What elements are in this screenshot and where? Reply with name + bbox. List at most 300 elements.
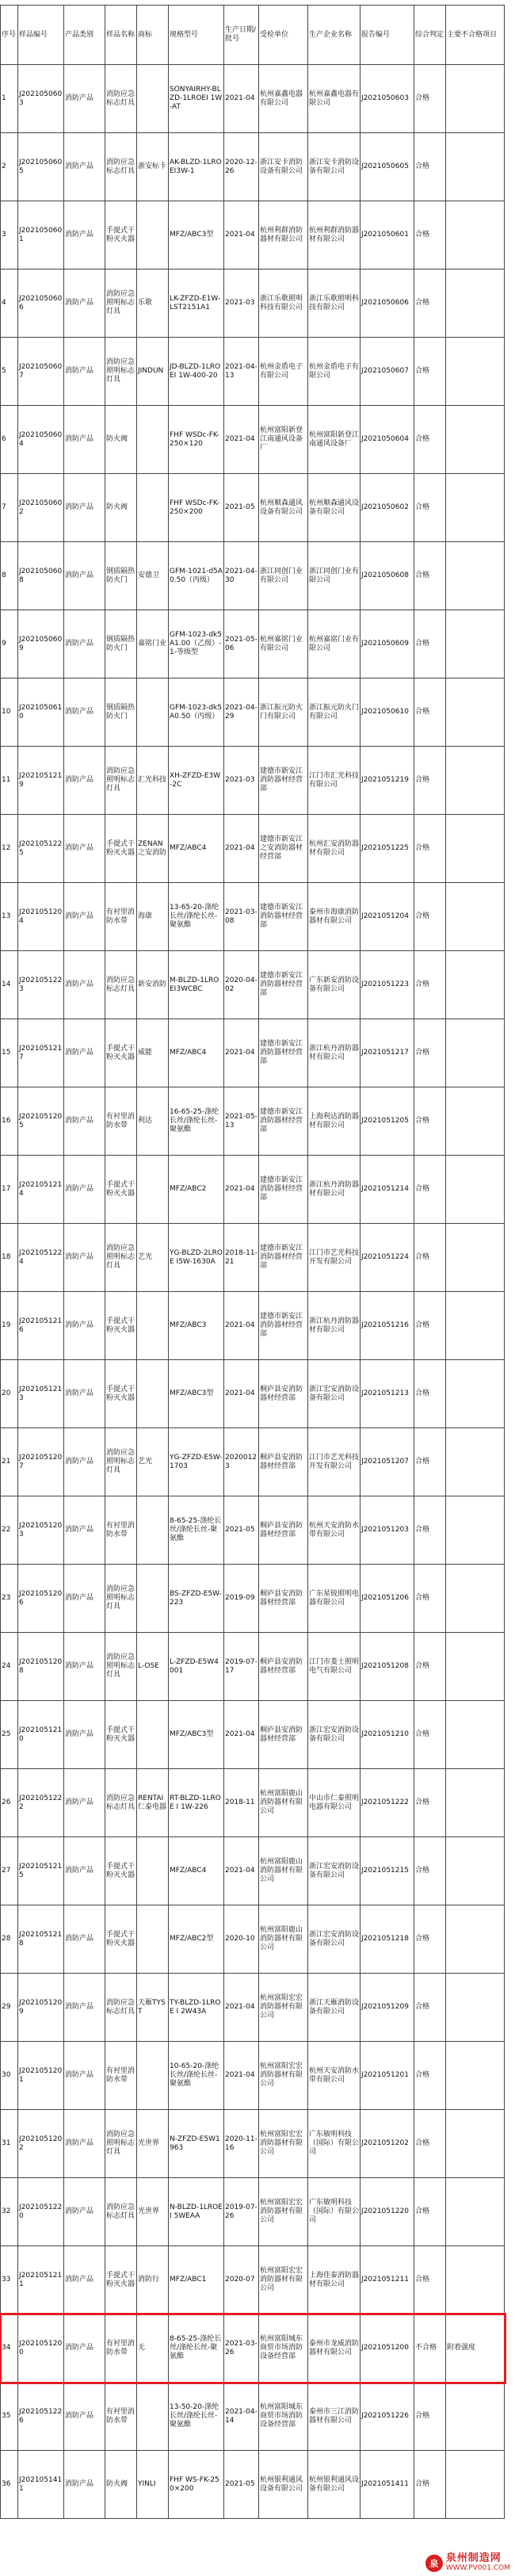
cell-result: 合格 [414,1019,446,1087]
cell-manufacturer: 广东新安消防设备有限公司 [308,951,360,1019]
cell-result: 合格 [414,133,446,201]
cell-brand: 乐歌 [137,269,169,338]
column-header: 序号 [1,6,18,65]
cell-model: FHF WSDc-FK-250×200 [169,474,224,542]
cell-report-no: J2021051222 [360,1769,414,1837]
cell-index: 13 [1,883,18,951]
column-header: 样品编号 [18,6,64,65]
cell-result: 合格 [414,1496,446,1565]
cell-sample-id: J2021051219 [18,747,64,815]
cell-brand: 光世界 [137,2178,169,2246]
cell-production-date: 2021-05 [224,1496,259,1565]
cell-report-no: J2021051218 [360,1905,414,1974]
column-header: 样品名称 [105,6,137,65]
cell-result: 合格 [414,1701,446,1769]
table-row [1,2042,505,2110]
cell-brand: YINLI [137,2451,169,2519]
cell-manufacturer: 杭州天安消防水带有限公司 [308,2042,360,2110]
cell-manufacturer: 广东敏明科技（国际）有限公司 [308,2178,360,2246]
table-row [1,1156,505,1224]
cell-brand [137,65,169,133]
cell-inspected-unit: 桐庐县安消防器材经营部 [259,1701,308,1769]
cell-defect [446,815,505,883]
cell-report-no: J2021051201 [360,2042,414,2110]
cell-index: 4 [1,269,18,338]
cell-product-name: 手提式干粉灭火器 [105,815,137,883]
cell-model: 8-65-25-涤纶长丝/涤纶长丝-聚氨酯 [169,2314,224,2383]
cell-production-date: 2020-10 [224,1905,259,1974]
cell-product-name: 手提式干粉灭火器 [105,1292,137,1360]
cell-production-date: 2021-04-14 [224,2383,259,2451]
cell-manufacturer: 浙江天雁消防设备有限公司 [308,1974,360,2042]
cell-product-name: 手提式干粉灭火器 [105,1360,137,1428]
table-row [1,1360,505,1428]
cell-report-no: J2021051206 [360,1565,414,1633]
cell-inspected-unit: 桐庐县安消防器材经营部 [259,1428,308,1496]
cell-category: 消防产品 [64,269,105,338]
table-row [1,1769,505,1837]
cell-model: YG-BLZD-2LROE I5W-1630A [169,1224,224,1292]
cell-index: 31 [1,2110,18,2178]
cell-inspected-unit: 建德市新安江消防器材经营部 [259,1156,308,1224]
cell-product-name: 防火阀 [105,474,137,542]
cell-result: 合格 [414,269,446,338]
cell-manufacturer: 浙江杭丹消防器材有限公司 [308,1292,360,1360]
cell-manufacturer: 上海佳泰消防器材有限公司 [308,2246,360,2314]
cell-index: 19 [1,1292,18,1360]
cell-manufacturer: 江门市菱士照明电气有限公司 [308,1633,360,1701]
cell-product-name: 防火阀 [105,406,137,474]
cell-category: 消防产品 [64,406,105,474]
cell-index: 34 [1,2314,18,2383]
cell-manufacturer: 中山市仁泰照明电器有限公司 [308,1769,360,1837]
cell-model: N-ZFZD-E5W1963 [169,2110,224,2178]
cell-category: 消防产品 [64,542,105,610]
cell-index: 17 [1,1156,18,1224]
cell-result: 不合格 [414,2314,446,2383]
cell-model: 10-65-20-涤纶长丝/涤纶长丝-聚氨酯 [169,2042,224,2110]
cell-product-name: 消防应急标志灯具 [105,2178,137,2246]
cell-production-date: 2021-03 [224,269,259,338]
cell-defect [446,338,505,406]
cell-inspected-unit: 杭州富阳新登江南通风设备厂 [259,406,308,474]
cell-report-no: J2021051202 [360,2110,414,2178]
cell-sample-id: J2021050608 [18,542,64,610]
cell-brand: L-OSE [137,1633,169,1701]
cell-result: 合格 [414,1769,446,1837]
cell-product-name: 消防应急照明标志灯具 [105,747,137,815]
cell-production-date: 2020-12-26 [224,133,259,201]
cell-report-no: J2021050602 [360,474,414,542]
table-row [1,406,505,474]
cell-manufacturer: 广东星锐照明电器有限公司 [308,1565,360,1633]
column-header: 综合判定 [414,6,446,65]
cell-defect: 附着强度 [446,2314,505,2383]
cell-production-date: 2021-04 [224,2042,259,2110]
cell-model: MFZ/ABC4 [169,1837,224,1905]
cell-inspected-unit: 建德市新安江之安消防器材经营部 [259,815,308,883]
cell-manufacturer: 杭州汇安消防器材有限公司 [308,815,360,883]
cell-report-no: J2021051226 [360,2383,414,2451]
cell-model: AK-BLZD-1LROEI3W-1 [169,133,224,201]
cell-production-date: 2020-07 [224,2246,259,2314]
cell-model: GFM-1021-d5A0.50（丙级） [169,542,224,610]
cell-sample-id: J2021051204 [18,883,64,951]
cell-result: 合格 [414,1087,446,1156]
watermark-site-name: 泉州制造网 [445,2552,502,2564]
cell-category: 消防产品 [64,951,105,1019]
cell-inspected-unit: 浙江振元防火门有限公司 [259,678,308,747]
cell-sample-id: J2021051207 [18,1428,64,1496]
cell-report-no: J2021051213 [360,1360,414,1428]
cell-manufacturer: 浙江宏安消防设备有限公司 [308,1360,360,1428]
cell-production-date: 20200123 [224,1428,259,1496]
cell-production-date: 2021-04-29 [224,678,259,747]
table-row [1,2383,505,2451]
cell-defect [446,1496,505,1565]
cell-inspected-unit: 建德市新安江消防器材经营部 [259,1292,308,1360]
cell-report-no: J2021050601 [360,201,414,269]
cell-index: 28 [1,1905,18,1974]
cell-category: 消防产品 [64,1496,105,1565]
cell-product-name: 手提式干粉灭火器 [105,2246,137,2314]
cell-sample-id: J2021051216 [18,1292,64,1360]
cell-product-name: 消防应急标志灯具 [105,133,137,201]
cell-inspected-unit: 浙江安卡消防设备有限公司 [259,133,308,201]
cell-result: 合格 [414,1292,446,1360]
cell-product-name: 消防应急照明标志灯具 [105,1633,137,1701]
cell-sample-id: J2021051217 [18,1019,64,1087]
cell-production-date: 2021-04 [224,1701,259,1769]
cell-manufacturer: 杭州顺森通风设备有限公司 [308,474,360,542]
cell-manufacturer: 江门市艺光科技开发有限公司 [308,1224,360,1292]
cell-category: 消防产品 [64,2178,105,2246]
cell-category: 消防产品 [64,610,105,678]
cell-index: 29 [1,1974,18,2042]
cell-result: 合格 [414,2178,446,2246]
cell-brand: 新安消防 [137,951,169,1019]
cell-product-name: 消防应急标志灯具 [105,951,137,1019]
cell-category: 消防产品 [64,1019,105,1087]
cell-index: 6 [1,406,18,474]
cell-sample-id: J2021051218 [18,1905,64,1974]
table-row [1,2178,505,2246]
watermark-site-url: WWW.PV001.COM [445,2564,510,2572]
cell-inspected-unit: 杭州富阳鹿山消防器材有限公司 [259,1769,308,1837]
cell-report-no: J2021051208 [360,1633,414,1701]
cell-product-name: 有衬里消防水带 [105,2383,137,2451]
cell-production-date: 2021-04 [224,201,259,269]
cell-brand: 艺光 [137,1428,169,1496]
cell-defect [446,678,505,747]
cell-result: 合格 [414,1905,446,1974]
cell-result: 合格 [414,474,446,542]
table-row [1,1633,505,1701]
cell-model: MFZ/ABC1 [169,2246,224,2314]
cell-result: 合格 [414,2246,446,2314]
cell-index: 23 [1,1565,18,1633]
table-row [1,1565,505,1633]
cell-report-no: J2021050608 [360,542,414,610]
cell-index: 11 [1,747,18,815]
cell-category: 消防产品 [64,2042,105,2110]
cell-brand [137,201,169,269]
cell-inspected-unit: 杭州富阳城东商贸市场消防设备经营部 [259,2383,308,2451]
cell-index: 21 [1,1428,18,1496]
cell-category: 消防产品 [64,815,105,883]
cell-inspected-unit: 浙江同创门业有限公司 [259,542,308,610]
cell-product-name: 消防应急照明标志灯具 [105,269,137,338]
cell-manufacturer: 浙江杭丹消防器材有限公司 [308,1019,360,1087]
cell-report-no: J2021050603 [360,65,414,133]
cell-product-name: 手提式干粉灭火器 [105,1905,137,1974]
cell-product-name: 有衬里消防水带 [105,2042,137,2110]
cell-report-no: J2021051219 [360,747,414,815]
cell-category: 消防产品 [64,678,105,747]
cell-product-name: 有衬里消防水带 [105,1496,137,1565]
cell-category: 消防产品 [64,1974,105,2042]
cell-inspected-unit: 杭州富阳宏宏消防器材有限公司 [259,2246,308,2314]
table-row [1,1428,505,1496]
cell-manufacturer: 泰州市海康消防器材有限公司 [308,883,360,951]
cell-defect [446,1701,505,1769]
cell-inspected-unit: 杭州富阳宏宏消防器材有限公司 [259,1974,308,2042]
cell-production-date: 2020-04-02 [224,951,259,1019]
cell-model: SONYAIRHY-BLZD-1LROEI 1W-AT [169,65,224,133]
cell-sample-id: J2021050605 [18,133,64,201]
cell-result: 合格 [414,1837,446,1905]
cell-model: 8-65-25-涤纶长丝/涤纶长丝-聚氨酯 [169,1496,224,1565]
cell-defect [446,1224,505,1292]
cell-defect [446,610,505,678]
table-row [1,474,505,542]
cell-brand: JINDUN [137,338,169,406]
cell-category: 消防产品 [64,2451,105,2519]
table-row [1,269,505,338]
table-row [1,1087,505,1156]
cell-inspected-unit: 建德市新安江消防器材经营部 [259,1019,308,1087]
cell-product-name: 消防应急照明标志灯具 [105,1428,137,1496]
cell-model: 13-50-20-涤纶长丝/涤纶长丝-聚氨酯 [169,2383,224,2451]
cell-production-date: 2021-04 [224,1974,259,2042]
table-row [1,1019,505,1087]
table-row [1,542,505,610]
cell-model: L-ZFZD-E5W4001 [169,1633,224,1701]
cell-report-no: J2021051216 [360,1292,414,1360]
column-header: 商标 [137,6,169,65]
cell-index: 22 [1,1496,18,1565]
cell-sample-id: J2021051222 [18,1769,64,1837]
cell-production-date: 2021-04 [224,815,259,883]
cell-report-no: J2021051223 [360,951,414,1019]
cell-report-no: J2021051210 [360,1701,414,1769]
cell-report-no: J2021051204 [360,883,414,951]
column-header: 报告编号 [360,6,414,65]
cell-result: 合格 [414,2042,446,2110]
cell-result: 合格 [414,610,446,678]
cell-defect [446,1565,505,1633]
cell-category: 消防产品 [64,747,105,815]
cell-manufacturer: 杭州利群消防器材有限公司 [308,201,360,269]
cell-defect [446,1292,505,1360]
cell-model: BS-ZFZD-E5W-223 [169,1565,224,1633]
cell-category: 消防产品 [64,1087,105,1156]
cell-result: 合格 [414,1565,446,1633]
cell-report-no: J2021050606 [360,269,414,338]
cell-sample-id: J2021051215 [18,1837,64,1905]
cell-result: 合格 [414,1156,446,1224]
cell-brand: 消防行 [137,2246,169,2314]
cell-inspected-unit: 建德市新安江消防器材经营部 [259,747,308,815]
cell-inspected-unit: 杭州顺森通风设备有限公司 [259,474,308,542]
table-row [1,1837,505,1905]
cell-report-no: J2021050604 [360,406,414,474]
cell-brand [137,1360,169,1428]
cell-brand [137,1701,169,1769]
cell-defect [446,883,505,951]
cell-product-name: 有衬里消防水带 [105,1087,137,1156]
cell-manufacturer: 浙江杭丹消防器材有限公司 [308,1156,360,1224]
cell-manufacturer: 浙江振元防火门有限公司 [308,678,360,747]
cell-inspected-unit: 桐庐县安消防器材经营部 [259,1633,308,1701]
cell-defect [446,2178,505,2246]
cell-index: 9 [1,610,18,678]
cell-category: 消防产品 [64,2110,105,2178]
cell-report-no: J2021051200 [360,2314,414,2383]
cell-result: 合格 [414,406,446,474]
cell-defect [446,542,505,610]
cell-production-date: 2021-05 [224,2451,259,2519]
table-row [1,883,505,951]
cell-model: MFZ/ABC3型 [169,1360,224,1428]
cell-product-name: 有衬里消防水带 [105,883,137,951]
cell-inspected-unit: 杭州富阳鹿山消防器材有限公司 [259,1905,308,1974]
cell-inspected-unit: 杭州富阳鹿山消防器材有限公司 [259,1837,308,1905]
cell-model: MFZ/ABC3 [169,1292,224,1360]
cell-brand [137,1496,169,1565]
table-row [1,65,505,133]
cell-sample-id: J2021051208 [18,1633,64,1701]
cell-brand: 艺光 [137,1224,169,1292]
cell-sample-id: J2021050602 [18,474,64,542]
cell-category: 消防产品 [64,1428,105,1496]
cell-model: RT-BLZD-1LROE I 1W-226 [169,1769,224,1837]
cell-sample-id: J2021050601 [18,201,64,269]
column-header: 生产企业名称 [308,6,360,65]
cell-index: 25 [1,1701,18,1769]
cell-product-name: 钢质隔热防火门 [105,610,137,678]
cell-product-name: 消防应急标志灯具 [105,1769,137,1837]
cell-result: 合格 [414,1974,446,2042]
cell-production-date: 2021-04 [224,1019,259,1087]
cell-defect [446,269,505,338]
site-watermark [425,2554,510,2573]
cell-inspected-unit: 杭州富阳宏宏消防器材有限公司 [259,2042,308,2110]
cell-index: 33 [1,2246,18,2314]
table-row [1,1701,505,1769]
cell-report-no: J2021051214 [360,1156,414,1224]
cell-brand [137,1905,169,1974]
cell-product-name: 消防应急标志灯具 [105,65,137,133]
cell-defect [446,201,505,269]
table-row [1,201,505,269]
cell-brand: 光世界 [137,2110,169,2178]
column-header: 受检单位 [259,6,308,65]
cell-sample-id: J2021051200 [18,2314,64,2383]
cell-category: 消防产品 [64,1769,105,1837]
cell-inspected-unit: 建德市新安江消防器材经营部 [259,883,308,951]
cell-model: MFZ/ABC3型 [169,201,224,269]
cell-index: 26 [1,1769,18,1837]
cell-inspected-unit: 桐庐县安消防器材经营部 [259,1360,308,1428]
cell-inspected-unit: 建德市新安江消防器材经营部 [259,951,308,1019]
cell-production-date: 2021-05 [224,474,259,542]
cell-defect [446,1974,505,2042]
cell-brand: 利达 [137,1087,169,1156]
table-row [1,747,505,815]
cell-sample-id: J2021051213 [18,1360,64,1428]
cell-manufacturer: 杭州金盾电子有限公司 [308,338,360,406]
cell-defect [446,1769,505,1837]
cell-manufacturer: 杭州天安消防水带有限公司 [308,1496,360,1565]
cell-brand [137,1292,169,1360]
cell-index: 35 [1,2383,18,2451]
cell-product-name: 手提式干粉灭火器 [105,1156,137,1224]
table-row [1,1224,505,1292]
cell-manufacturer: 江门市汇光科技有限公司 [308,747,360,815]
cell-product-name: 钢质隔热防火门 [105,678,137,747]
cell-brand [137,2042,169,2110]
cell-sample-id: J2021050607 [18,338,64,406]
cell-result: 合格 [414,2110,446,2178]
sampling-result-table [0,5,505,2519]
cell-brand: 汇光科技 [137,747,169,815]
cell-category: 消防产品 [64,1701,105,1769]
cell-report-no: J2021050609 [360,610,414,678]
cell-inspected-unit: 杭州嘉铭门业有限公司 [259,610,308,678]
cell-production-date: 2021-04 [224,1156,259,1224]
cell-result: 合格 [414,1360,446,1428]
table-row [1,1496,505,1565]
cell-production-date: 2019-07-26 [224,2178,259,2246]
cell-inspected-unit: 杭州富阳宏宏消防器材有限公司 [259,2178,308,2246]
cell-production-date: 2021-04 [224,1360,259,1428]
cell-report-no: J2021051225 [360,815,414,883]
table-row [1,2110,505,2178]
cell-brand [137,2383,169,2451]
cell-model: MFZ/ABC2型 [169,1905,224,1974]
cell-result: 合格 [414,747,446,815]
cell-sample-id: J2021051210 [18,1701,64,1769]
table-row [1,1905,505,1974]
cell-report-no: J2021051215 [360,1837,414,1905]
cell-inspected-unit: 杭州富阳宏宏消防器材有限公司 [259,2110,308,2178]
cell-sample-id: J2021050606 [18,269,64,338]
cell-report-no: J2021051203 [360,1496,414,1565]
cell-inspected-unit: 桐庐县安消防器材经营部 [259,1496,308,1565]
cell-brand [137,1837,169,1905]
cell-production-date: 2019-07-17 [224,1633,259,1701]
cell-manufacturer: 浙江宏安消防设备有限公司 [308,1905,360,1974]
cell-production-date: 2021-03-26 [224,2314,259,2383]
cell-brand: 浙安标卡 [137,133,169,201]
cell-report-no: J2021050610 [360,678,414,747]
cell-manufacturer: 杭州嘉鑫电器有限公司 [308,65,360,133]
cell-index: 20 [1,1360,18,1428]
cell-production-date: 2021-05-06 [224,610,259,678]
table-row [1,610,505,678]
table-row [1,338,505,406]
